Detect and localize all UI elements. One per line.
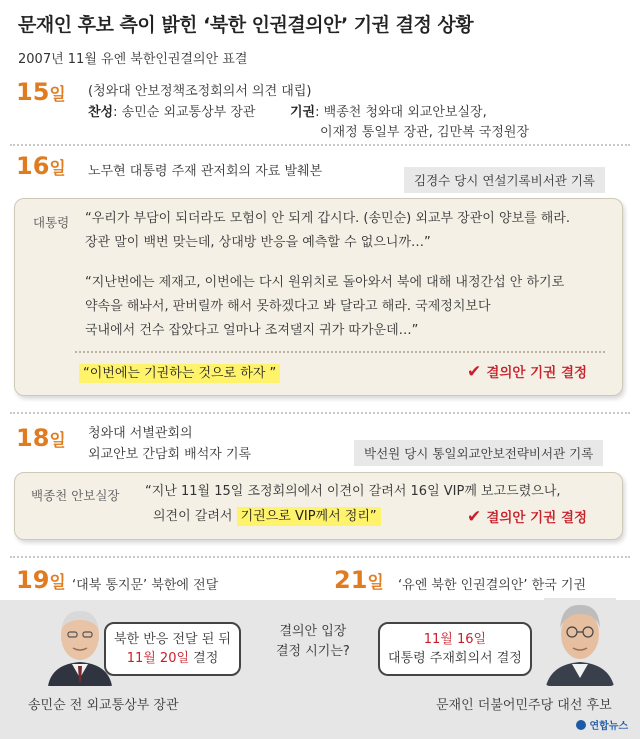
day16-quote1-line2: 장관 말이 백번 맞는데, 상대방 반응을 예측할 수 없으니까…” <box>85 235 431 250</box>
day16-decision-text: 결의안 기권 결정 <box>486 365 588 381</box>
day15-con-text-1: : 백종천 청와대 외교안보실장, <box>315 105 487 120</box>
day16-label <box>16 154 66 179</box>
song-claim-rest: 결정 <box>189 651 219 666</box>
day18-highlight: 기권으로 VIP께서 정리” <box>237 507 381 526</box>
day19-text: ‘대북 통지문’ 북한에 전달 <box>72 578 219 593</box>
song-caption: 송민순 전 외교통상부 장관 <box>28 698 179 713</box>
center-question-line1: 결의안 입장 <box>279 624 347 639</box>
center-question-line2: 결정 시기는? <box>276 644 350 659</box>
day19-label <box>16 568 66 593</box>
day21-unit: 일 <box>367 573 384 593</box>
day18-speaker: 백종천 안보실장 <box>31 488 120 503</box>
day16-highlight-wrap <box>79 362 280 386</box>
day15-pro-text: : 송민순 외교통상부 장관 <box>113 105 256 120</box>
day15-number: 15 <box>16 78 50 106</box>
day16-quote2-line2: 약속을 해놔서, 판버릴까 해서 못하겠다고 봐 달라고 해라. 국제정치보다 <box>85 299 491 314</box>
check-icon: ✔ <box>467 507 482 527</box>
moon-claim-bubble <box>378 622 532 676</box>
day18-unit: 일 <box>49 431 66 451</box>
day18-number: 18 <box>16 424 50 452</box>
day21-number: 21 <box>334 566 368 594</box>
page-subtitle: 2007년 11월 유엔 북한인권결의안 표결 <box>18 52 248 67</box>
day16-source-tag: 김경수 당시 연설기록비서관 기록 <box>404 167 605 193</box>
moon-claim-line2: 대통령 주재회의서 결정 <box>388 651 522 666</box>
quote-divider <box>75 351 605 353</box>
day18-label <box>16 426 66 451</box>
yonhap-logo <box>576 717 628 732</box>
day18-quote-line2-pre: 의견이 갈려서 <box>153 509 237 524</box>
day21-text: ‘유엔 북한 인권결의안’ 한국 기권 <box>398 578 587 593</box>
song-claim-line2 <box>114 649 231 668</box>
day16-highlight: “이번에는 기권하는 것으로 하자 ” <box>79 364 280 383</box>
check-icon: ✔ <box>467 362 482 382</box>
day15-con-label: 기권 <box>290 105 316 120</box>
moon-caption: 문재인 더불어민주당 대선 후보 <box>436 698 612 713</box>
divider <box>10 412 630 414</box>
logo-text: 연합뉴스 <box>589 721 629 732</box>
day18-decision-text: 결의안 기권 결정 <box>486 510 588 526</box>
day16-quote2-line1: “지난번에는 제재고, 이번에는 다시 원위치로 돌아와서 북에 대해 내정간섭 안 하기로 <box>85 275 565 290</box>
day15-note: (청와대 안보정책조정회의서 의견 대립) <box>88 84 312 99</box>
moon-claim-date: 11월 16일 <box>423 632 487 647</box>
day16-heading: 노무현 대통령 주재 관저회의 자료 발췌본 <box>88 164 323 179</box>
day18-quote-box <box>14 472 623 540</box>
day15-con <box>290 101 487 120</box>
day15-label <box>16 80 66 105</box>
day19-unit: 일 <box>49 573 66 593</box>
person-photo-icon <box>544 598 616 686</box>
moon-jaein-photo <box>544 598 616 686</box>
day15-pro <box>88 101 255 120</box>
day16-speaker: 대통령 <box>33 215 70 230</box>
logo-icon <box>576 720 586 730</box>
day18-heading-1: 청와대 서별관회의 <box>88 426 193 441</box>
day15-con-text-2: 이재정 통일부 장관, 김만복 국정원장 <box>320 125 530 140</box>
song-claim-bubble <box>104 622 241 676</box>
divider <box>10 556 630 558</box>
day18-quote-line1: “지난 11월 15일 조정회의에서 이견이 갈려서 16일 VIP께 보고드렸으나, <box>145 484 561 499</box>
day18-source-tag: 박선원 당시 통일외교안보전략비서관 기록 <box>354 440 603 466</box>
day16-decision <box>467 361 587 382</box>
day16-unit: 일 <box>49 159 66 179</box>
song-claim-line1: 북한 반응 전달 된 뒤 <box>114 632 231 647</box>
day19-number: 19 <box>16 566 50 594</box>
day15-pro-label: 찬성 <box>88 105 114 120</box>
day18-quote-line2 <box>153 505 381 529</box>
day18-heading-2: 외교안보 간담회 배석자 기록 <box>88 447 252 462</box>
day21-label <box>334 568 384 593</box>
day16-quote2-line3: 국내에서 건수 잡았다고 얼마나 조져댈지 귀가 따가운데…” <box>85 323 419 338</box>
day18-decision <box>467 506 587 527</box>
day16-number: 16 <box>16 152 50 180</box>
song-claim-date: 11월 20일 <box>126 651 190 666</box>
center-question <box>276 622 350 662</box>
page-title: 문재인 후보 측이 밝힌 ‘북한 인권결의안’ 기권 결정 상황 <box>18 14 474 36</box>
day16-quote1-line1: “우리가 부담이 되더라도 모험이 안 되게 갑시다. (송민순) 외교부 장관이 양보를 해라. <box>85 211 571 226</box>
divider <box>10 144 630 146</box>
day15-unit: 일 <box>49 85 66 105</box>
day16-quote-box <box>14 198 623 396</box>
